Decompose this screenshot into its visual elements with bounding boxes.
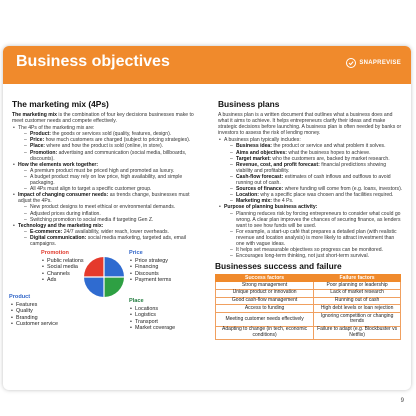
- list-item: – Cash-flow forecast: estimates of cash inflows and outflows to avoid running out of cash.: [224, 174, 404, 186]
- price-label: Price: [129, 250, 143, 256]
- list-item: – New product designs to meet ethical or environmental demands.: [18, 204, 204, 210]
- success-failure-section: [211, 261, 405, 356]
- marketing-mix-intro: The marketing mix is the combination of four key decisions businesses make to meet customer needs and compete effectively.: [12, 112, 194, 125]
- list-item: – Promotion: advertising and communication (social media, billboards, discounts).: [18, 150, 204, 162]
- list-item: – A budget product may rely on low price, high availability, and simple packaging.: [18, 174, 204, 186]
- list-item: – It helps set measurable objectives so progress can be monitored.: [224, 247, 404, 253]
- failure-header: Failure factors: [314, 275, 401, 282]
- price-item: • Payment terms: [130, 277, 171, 283]
- brand-logo: [346, 58, 401, 68]
- brand-name: SNAPREVISE: [359, 60, 401, 66]
- product-item: • Quality: [11, 308, 58, 314]
- promotion-list: [42, 258, 84, 284]
- list-item: – Location: why a specific place was chosen and the facilities required.: [224, 192, 404, 198]
- wheel-promotion-quadrant: [84, 257, 104, 277]
- success-failure-heading: Businesses success and failure: [215, 261, 342, 271]
- place-item: • Logistics: [130, 312, 175, 318]
- promotion-label: Promotion: [41, 250, 69, 256]
- table-row: [216, 305, 401, 313]
- success-cell: Unique product or innovation: [216, 289, 314, 297]
- list-item: – Sources of finance: where funding will come from (e.g. loans, investors).: [224, 186, 404, 192]
- product-item: • Customer service: [11, 321, 58, 327]
- marketing-mix-diagram: [9, 250, 201, 340]
- table-row: [216, 313, 401, 327]
- marketing-mix-heading: The marketing mix (4Ps): [12, 99, 109, 109]
- list-item: – Switching promotion to social media if targeting Gen Z.: [18, 217, 204, 223]
- list-item: – Marketing mix: the 4 Ps.: [224, 198, 404, 204]
- business-plans-list: [218, 137, 404, 259]
- list-item: • A business plan typically includes: – Business idea: the product or service and what problem it solves. – Aims and objectives: what the business hopes to achieve. – Target market: who the customers are, backed by market research. – Revenue, cost, and profit forecast: financial predictions showing viability and profitability. – Cash-flow forecast: estimates of cash inflows and outflows to avoid running out of cash. – Sources of finance: where funding will come from (e.g. loans, investors). – Location: why a specific place was chosen and the facilities required. – Marketing mix: the 4 Ps.: [218, 137, 404, 204]
- price-item: • Price strategy: [130, 258, 171, 264]
- place-item: • Locations: [130, 306, 175, 312]
- success-header: Success factors: [216, 275, 314, 282]
- page-title: Business objectives: [16, 53, 170, 70]
- business-plans-heading: Business plans: [218, 99, 280, 109]
- list-item: – Digital communication: social media marketing, targeted ads, email campaigns.: [18, 235, 204, 247]
- list-item: – All 4Ps must align to target a specific customer group.: [18, 186, 204, 192]
- list-item: • Technology and the marketing mix: – E-commerce: 24/7 availability, wider reach, lower overheads. – Digital communication: social media marketing, targeted ads, email campaigns.: [12, 223, 204, 247]
- promotion-item: • Channels: [42, 271, 84, 277]
- snaprevise-logo-icon: [346, 58, 356, 68]
- list-item: – For example, a start-up café that prepares a detailed plan (with realistic revenue and location analysis) is more likely to attract investment than one with vague ideas.: [224, 229, 404, 247]
- table-row: [216, 282, 401, 290]
- page-number: 9: [400, 398, 404, 404]
- place-item: • Market coverage: [130, 325, 175, 331]
- list-item: – Aims and objectives: what the business hopes to achieve.: [224, 150, 404, 156]
- business-plans-intro: A business plan is a written document that outlines what a business does and what it aims to achieve. It helps entrepreneurs clarify their ideas and make strategic decisions before launching. A business plan is often needed by banks or investors to assess the risk of lending money.: [218, 112, 402, 137]
- success-cell: Meeting customer needs effectively: [216, 313, 314, 327]
- list-item: • The 4Ps of the marketing mix are: – Product: the goods or services sold (quality, features, design). – Price: how much customers are charged (subject to pricing strategies). – Place: where and how the product is sold (online, in store). – Promotion: advertising and communication (social media, billboards, discounts).: [12, 125, 204, 162]
- place-list: [130, 306, 175, 332]
- failure-cell: Running out of cash: [314, 297, 401, 305]
- success-cell: Adapting to change (in tech, economic conditions): [216, 326, 314, 340]
- failure-cell: High debt levels or loan rejection: [314, 305, 401, 313]
- business-plans-section: [218, 99, 404, 259]
- list-item: • Impact of changing consumer needs: as trends change, businesses must adjust the 4Ps. – New product designs to meet ethical or environmental demands. – Adjusted prices during inflation. – Switching promotion to social media if targeting Gen Z.: [12, 192, 204, 222]
- table-row: [216, 289, 401, 297]
- wheel-product-quadrant: [84, 277, 104, 297]
- list-item: – Target market: who the customers are, backed by market research.: [224, 156, 404, 162]
- promotion-item: • Public relations: [42, 258, 84, 264]
- title-banner: [3, 46, 411, 84]
- list-item: – Adjusted prices during inflation.: [18, 211, 204, 217]
- list-item: – E-commerce: 24/7 availability, wider reach, lower overheads.: [18, 229, 204, 235]
- price-item: • Financing: [130, 264, 171, 270]
- place-item: • Transport: [130, 319, 175, 325]
- table-row: [216, 326, 401, 340]
- four-ps-wheel: [83, 256, 125, 298]
- promotion-item: • Ads: [42, 277, 84, 283]
- promotion-item: • Social media: [42, 264, 84, 270]
- marketing-mix-section: [12, 99, 204, 247]
- success-cell: Access to funding: [216, 305, 314, 313]
- list-item: – Price: how much customers are charged (subject to pricing strategies).: [18, 137, 204, 143]
- success-cell: Strong management: [216, 282, 314, 290]
- list-item: • How the elements work together: – A premium product must be priced high and promoted as luxury. – A budget product may rely on low price, high availability, and simple packaging. – All 4Ps must align to target a specific customer group.: [12, 162, 204, 192]
- list-item: – Encourages long-term thinking, not just short-term survival.: [224, 253, 404, 259]
- list-item: – A premium product must be priced high and promoted as luxury.: [18, 168, 204, 174]
- list-item: – Business idea: the product or service and what problem it solves.: [224, 143, 404, 149]
- product-list: [11, 302, 58, 328]
- wheel-place-quadrant: [104, 277, 124, 297]
- price-list: [130, 258, 171, 284]
- wheel-price-quadrant: [104, 257, 124, 277]
- failure-cell: Failure to adapt (e.g. Blockbuster vs Netflix): [314, 326, 401, 340]
- table-row: [216, 297, 401, 305]
- price-item: • Discounts: [130, 271, 171, 277]
- list-item: – Product: the goods or services sold (quality, features, design).: [18, 131, 204, 137]
- marketing-mix-list: [12, 125, 204, 247]
- success-failure-table: [215, 274, 401, 340]
- failure-cell: Poor planning or leadership: [314, 282, 401, 290]
- list-item: – Place: where and how the product is sold (online, in store).: [18, 143, 204, 149]
- place-label: Place: [129, 298, 144, 304]
- product-item: • Branding: [11, 315, 58, 321]
- success-cell: Good cash-flow management: [216, 297, 314, 305]
- failure-cell: Ignoring competition or changing trends: [314, 313, 401, 327]
- list-item: • Purpose of planning business activity: – Planning reduces risk by forcing entrepreneurs to consider what could go wrong. A clear plan improves the chances of securing finance, as lenders want to see how funds will be used. – For example, a start-up café that prepares a detailed plan (with realistic revenue and location analysis) is more likely to attract investment than one with vague ideas. – It helps set measurable objectives so progress can be monitored. – Encourages long-term thinking, not just short-term survival.: [218, 204, 404, 259]
- product-label: Product: [9, 294, 31, 300]
- list-item: – Revenue, cost, and profit forecast: financial predictions showing viability and profitability.: [224, 162, 404, 174]
- list-item: – Planning reduces risk by forcing entrepreneurs to consider what could go wrong. A clear plan improves the chances of securing finance, as lenders want to see how funds will be used.: [224, 211, 404, 229]
- failure-cell: Lack of market research: [314, 289, 401, 297]
- product-item: • Features: [11, 302, 58, 308]
